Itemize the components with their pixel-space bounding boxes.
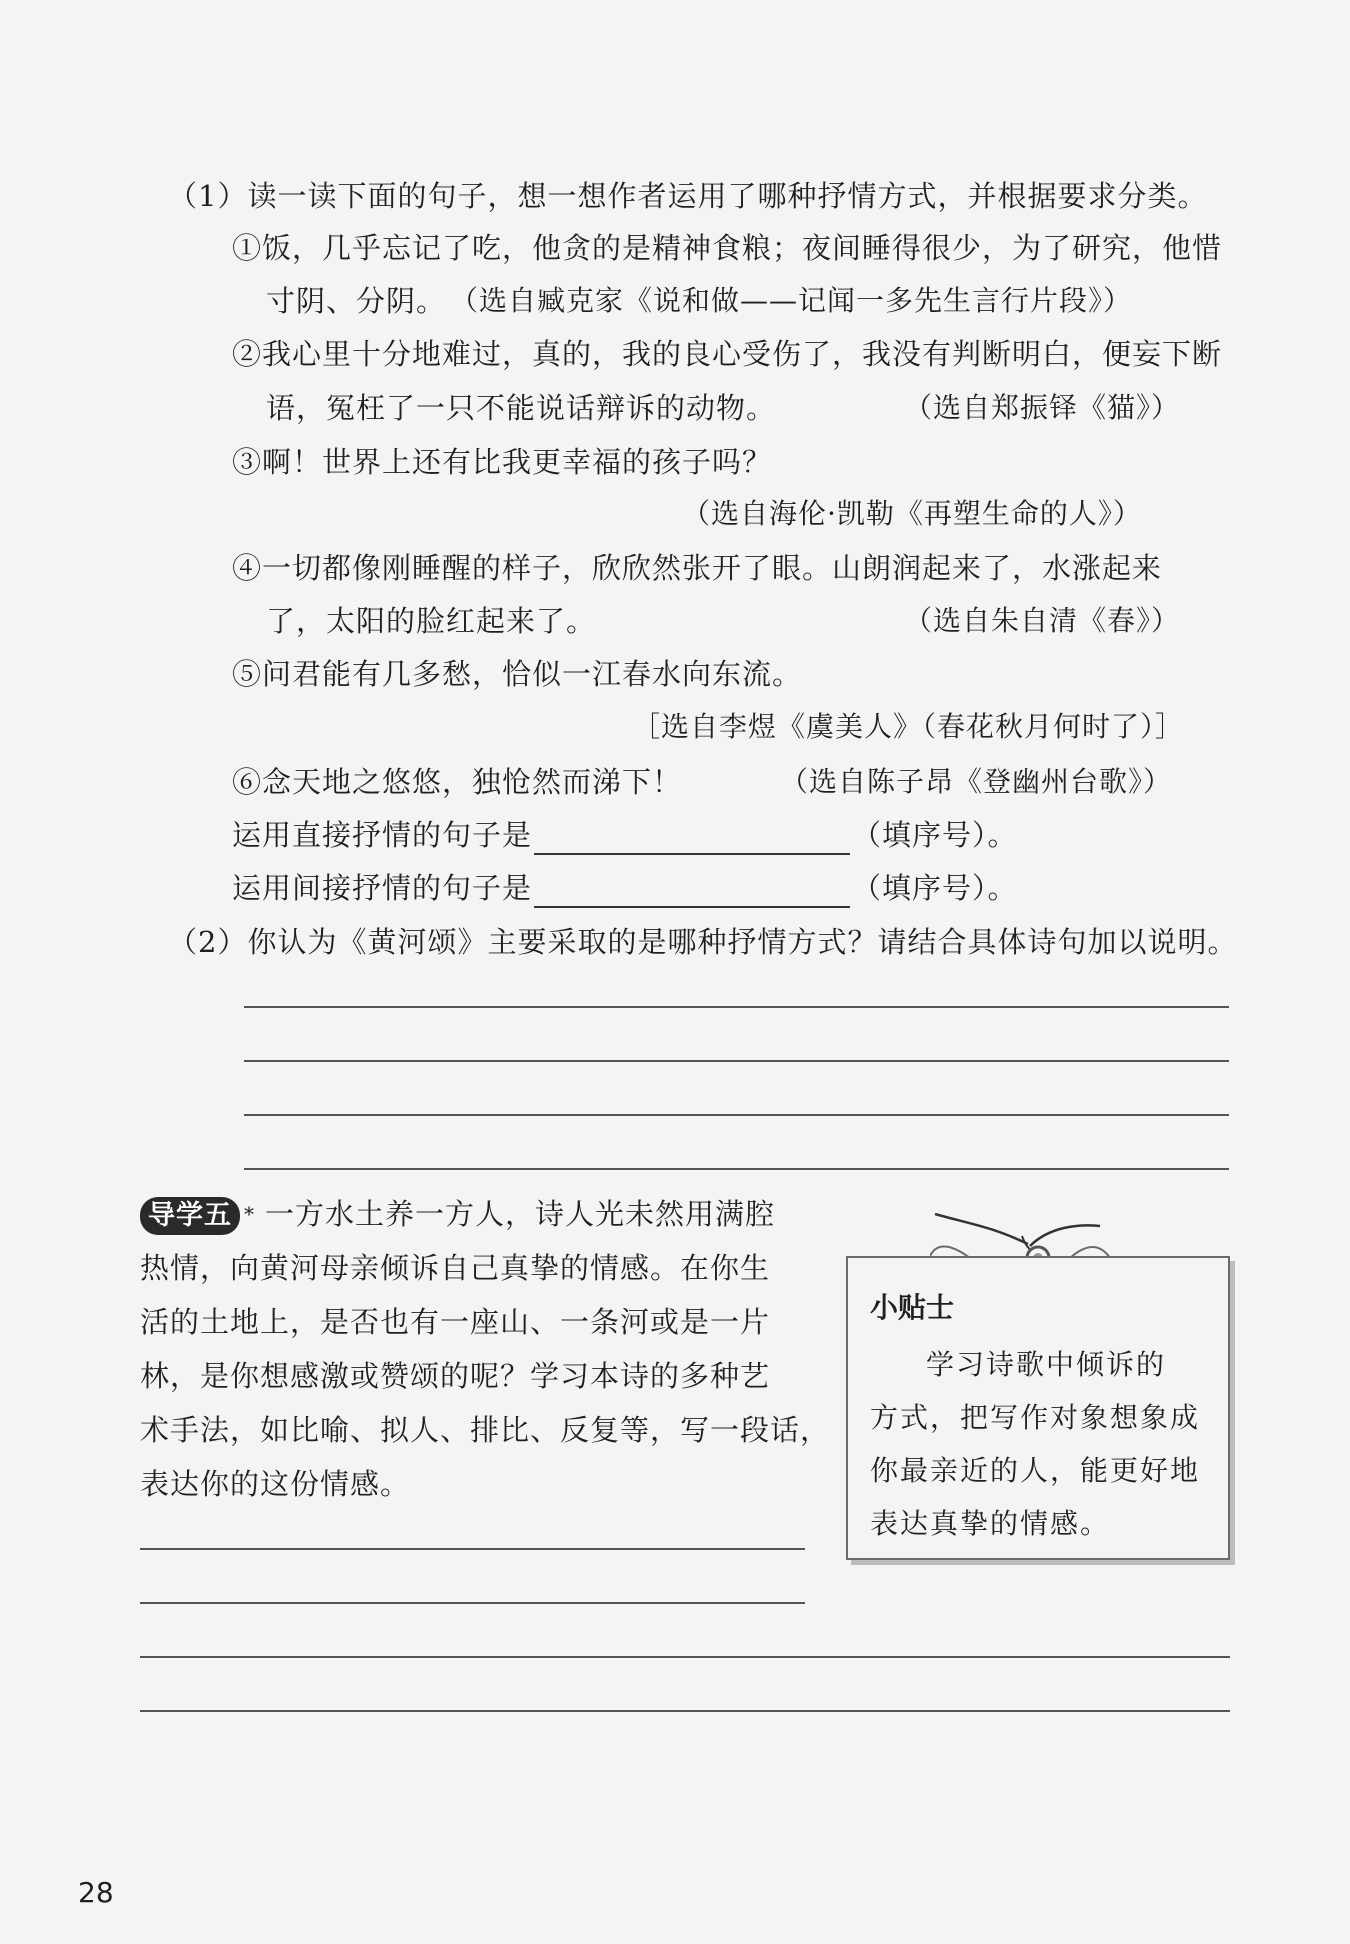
writing-line[interactable] [140,1710,1230,1712]
sentence-4-cont: 了，太阳的脸红起来了。 [266,604,597,638]
section5-line-2: 热情，向黄河母亲倾诉自己真挚的情感。在你生 [140,1251,771,1285]
tips-line-3: 你最亲近的人，能更好地 [870,1454,1201,1487]
sentence-1-cont: 寸阴、分阴。 [266,284,447,318]
section5-line-4: 林，是你想感激或赞颂的呢？学习本诗的多种艺 [140,1359,771,1393]
tips-body [870,1338,1214,1550]
sentence-3: ③啊！世界上还有比我更幸福的孩子吗？ [232,445,773,479]
section5-line-5: 术手法，如比喻、拟人、排比、反复等，写一段话， [140,1413,831,1447]
answer-line[interactable] [244,1060,1229,1062]
answer-line[interactable] [244,1006,1229,1008]
sentence-2-cont: 语，冤枉了一只不能说话辩诉的动物。 [266,391,777,425]
section5-line-6: 表达你的这份情感。 [140,1467,411,1501]
writing-line[interactable] [140,1602,805,1604]
sentence-6-source: （选自陈子昂《登幽州台歌》） [780,765,1173,798]
sentence-4-source: （选自朱自清《春》） [904,604,1181,637]
direct-lyric-row [232,815,1018,855]
writing-line[interactable] [140,1548,805,1550]
sentence-1-source: （选自臧克家《说和做——记闻一多先生言行片段》） [450,284,1133,317]
sentence-1: ①饭，几乎忘记了吃，他贪的是精神食粮；夜间睡得很少，为了研究，他惜 [232,231,1223,265]
section5-text-1: 一方水土养一方人，诗人光未然用满腔 [265,1197,776,1231]
section5-star: * [244,1202,255,1226]
question-1: （1）读一读下面的句子，想一想作者运用了哪种抒情方式，并根据要求分类。 [168,179,1208,213]
writing-line[interactable] [140,1656,1230,1658]
tips-line-1: 学习诗歌中倾诉的 [926,1348,1167,1381]
tips-line-2: 方式，把写作对象想象成 [870,1401,1201,1434]
indirect-lyric-row [232,868,1018,908]
tips-title: 小贴士 [870,1291,955,1324]
sentence-5: ⑤问君能有几多愁，恰似一江春水向东流。 [232,657,803,691]
tips-box [846,1256,1230,1560]
direct-lyric-blank[interactable] [534,821,850,855]
direct-lyric-label: 运用直接抒情的句子是 [232,818,533,852]
answer-line[interactable] [244,1114,1229,1116]
section5-badge: 导学五 [140,1197,240,1235]
question-2: （2）你认为《黄河颂》主要采取的是哪种抒情方式？请结合具体诗句加以说明。 [168,925,1238,959]
sentence-4: ④一切都像刚睡醒的样子，欣欣然张开了眼。山朗润起来了，水涨起来 [232,551,1163,585]
section5-line-1 [140,1194,775,1235]
sentence-3-source: （选自海伦·凯勒《再塑生命的人》） [682,497,1142,530]
direct-lyric-hint: （填序号）。 [852,818,1018,852]
indirect-lyric-blank[interactable] [534,874,850,908]
indirect-lyric-hint: （填序号）。 [852,871,1018,905]
indirect-lyric-label: 运用间接抒情的句子是 [232,871,533,905]
tips-line-4: 表达真挚的情感。 [870,1507,1111,1540]
sentence-5-source: ［选自李煜《虞美人》（春花秋月何时了）］ [632,710,1185,743]
page-number: 28 [78,1876,114,1909]
sentence-6: ⑥念天地之悠悠，独怆然而涕下！ [232,765,683,799]
answer-line[interactable] [244,1168,1229,1170]
sentence-2-source: （选自郑振铎《猫》） [904,391,1181,424]
section5-line-3: 活的土地上，是否也有一座山、一条河或是一片 [140,1305,771,1339]
sentence-2: ②我心里十分地难过，真的，我的良心受伤了，我没有判断明白，便妄下断 [232,337,1223,371]
